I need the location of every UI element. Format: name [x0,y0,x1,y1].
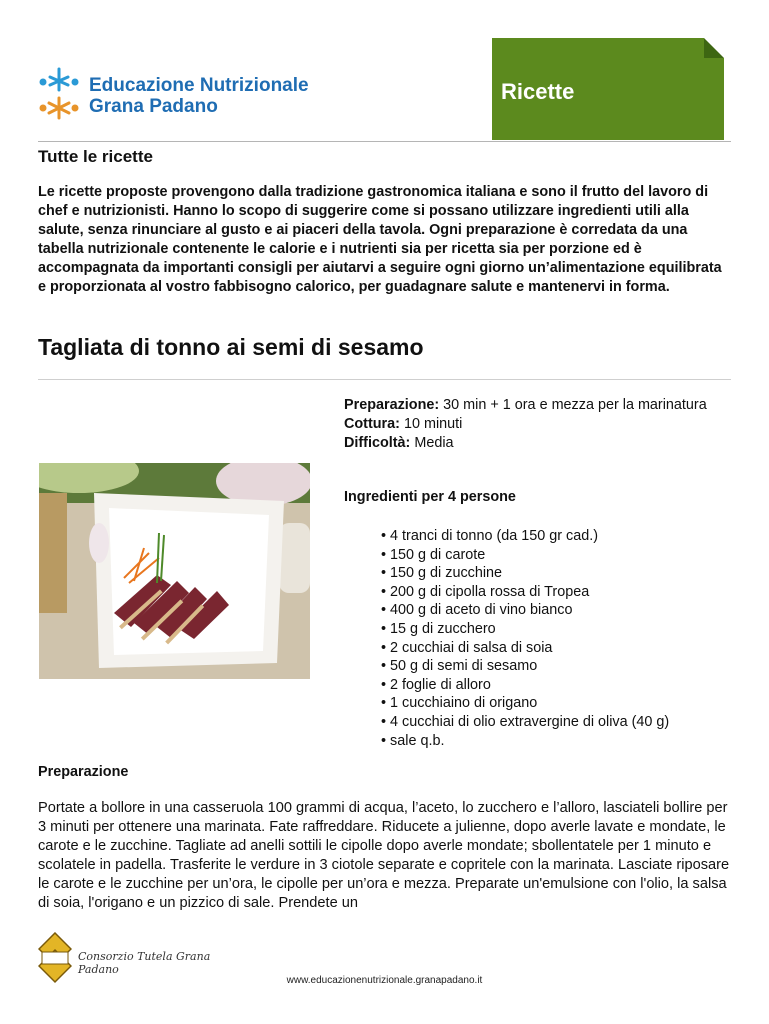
intro-paragraph: Le ricette proposte provengono dalla tradizione gastronomica italiana e sono il frutto del lavoro di chef e nutrizionisti. Hanno lo scopo di suggerire come si possano utilizzare ingredienti utili alla salute, senza rinunciare al gusto e ai piaceri della tavola. Ogni preparazione è corredata da una tabella nutrizionale contenente le calorie e i nutrienti sia per ricetta sia per porzione ed è accompagnata da importanti consigli per aiutarvi a seguire ogni giorno un’alimentazione equilibrata e proporzionata al vostro fabbisogno calorico, per guadagnare salute e mantenervi in forma. [38,184,722,295]
preparation-text: Portate a bollore in una casseruola 100 grammi di acqua, l’aceto, lo zucchero e l’alloro, lasciateli bollire per 3 minuti per ottenere una marinata. Fate raffreddare. Riducete a julienne, dopo averle lavate e mondate, le carote e le zucchine. Tagliate ad anelli sottili le cipolle dopo averle mondate; sbollentatele per 1 minuto e scolatele in padella. Trasferite le verdure in 3 ciotole separate e copritele con la marinata. Lasciate riposare le carote e le zucchine per un’ora, le cipolle per un’ora e mezza. Preparate un'emulsione con l'olio, la salsa di soia, l'origano e un pizzico di sale. Prendete un [38,800,730,911]
section-tab [492,38,724,140]
brand-logo-icon [37,66,81,124]
ingredient-item: • 4 cucchiai di olio extravergine di oliva (40 g) [381,713,669,732]
ingredient-item: • 150 g di zucchine [381,564,669,583]
consortium-name: Consorzio Tutela Grana Padano [78,950,211,976]
prep-time-label: Preparazione: [344,397,440,413]
page-section-title: Tutte le ricette [38,147,153,166]
recipe-title: Tagliata di tonno ai semi di sesamo [38,334,424,360]
brand-logo [37,66,337,128]
prep-time-value: 30 min + 1 ora e mezza per la marinatura [443,397,707,413]
difficulty-value: Media [414,435,454,451]
section-tab-label: Ricette [501,79,575,104]
difficulty-label: Difficoltà: [344,435,411,451]
page-fold-corner [704,38,724,58]
ingredient-item: • 50 g di semi di sesamo [381,657,669,676]
ingredients-list [381,527,669,750]
brand-name-line1: Educazione Nutrizionale [89,75,309,96]
preparation-title: Preparazione [38,764,129,780]
title-divider [38,379,731,380]
header-divider [38,141,731,142]
ingredient-item: • sale q.b. [381,732,669,751]
recipe-meta [344,396,724,453]
cook-time-row [344,415,724,434]
ingredient-item: • 4 tranci di tonno (da 150 gr cad.) [381,527,669,546]
ingredient-item: • 2 foglie di alloro [381,676,669,695]
ingredient-item: • 150 g di carote [381,546,669,565]
brand-name [89,75,309,117]
ingredient-item: • 200 g di cipolla rossa di Tropea [381,583,669,602]
ingredient-item: • 15 g di zucchero [381,620,669,639]
ingredients-title: Ingredienti per 4 persone [344,489,516,505]
prep-time-row [344,396,724,415]
brand-name-line2: Grana Padano [89,96,218,117]
footer-url[interactable]: www.educazionenutrizionale.granapadano.it [286,975,483,986]
ingredient-item: • 400 g di aceto di vino bianco [381,601,669,620]
cook-time-label: Cottura: [344,416,400,432]
ingredient-item: • 1 cucchiaino di origano [381,694,669,713]
difficulty-row [344,434,724,453]
ingredient-item: • 2 cucchiai di salsa di soia [381,639,669,658]
dish-photo [39,463,310,679]
cook-time-value: 10 minuti [403,416,463,432]
